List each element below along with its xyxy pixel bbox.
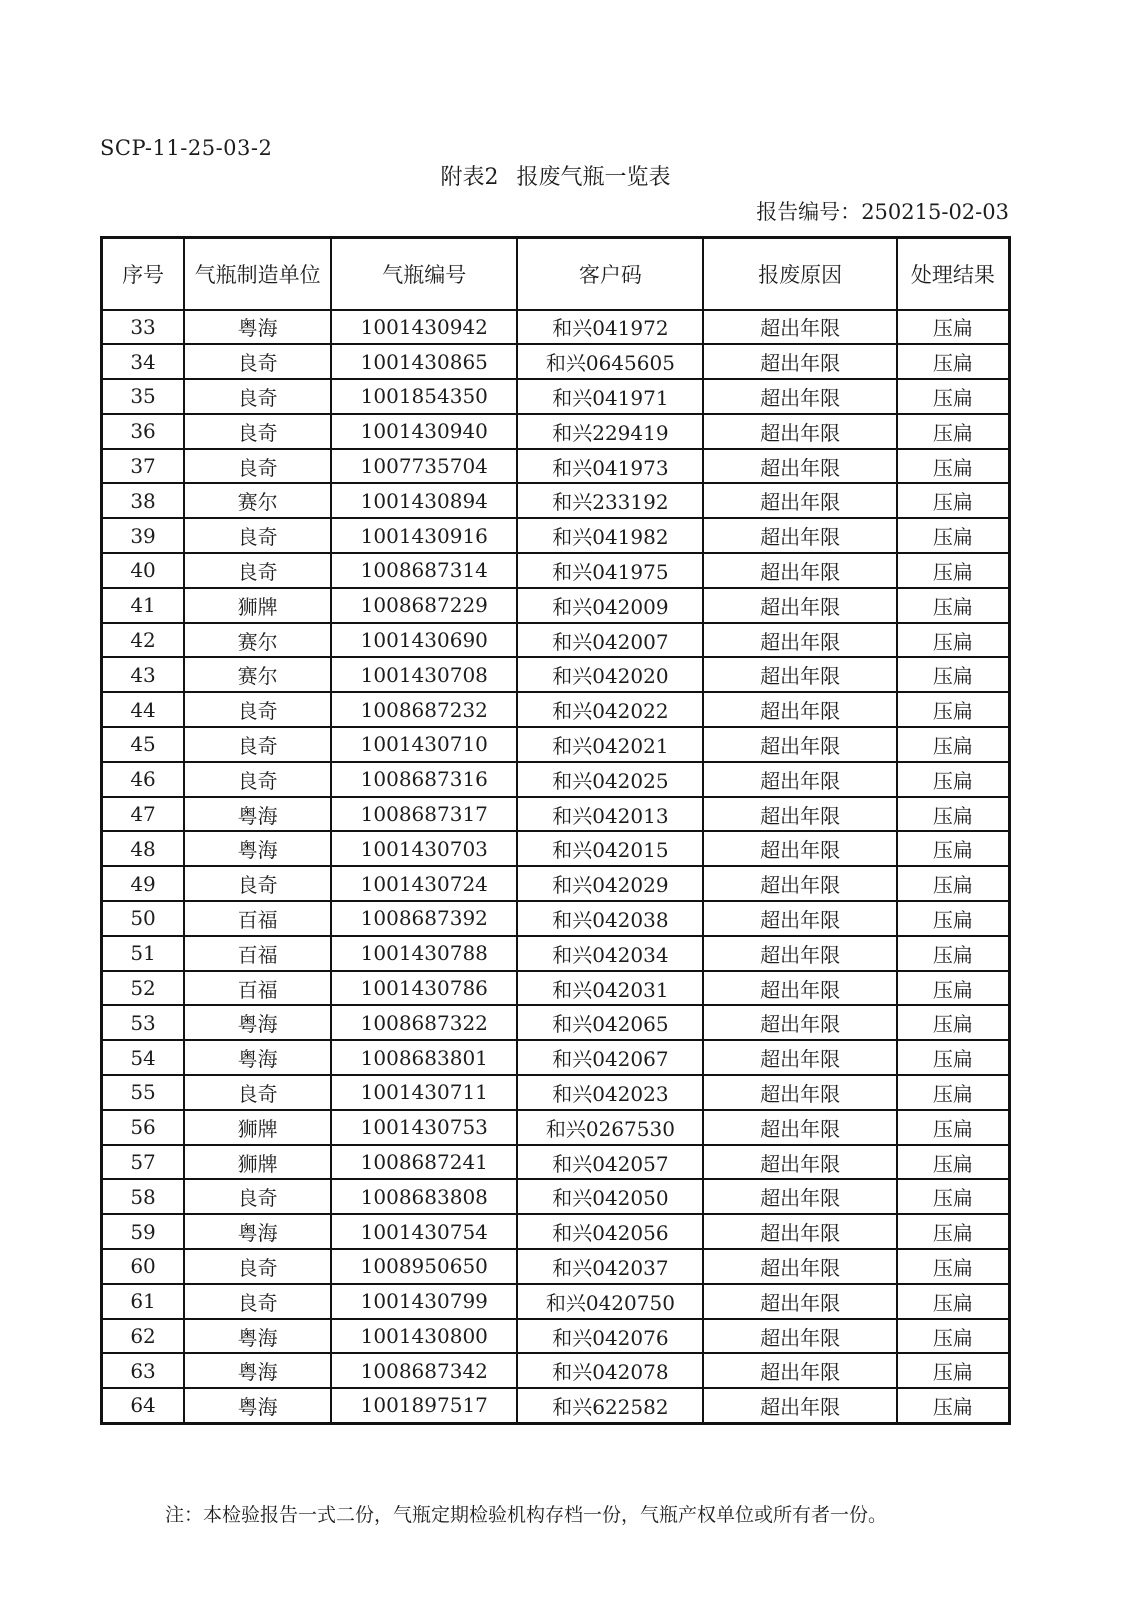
document-body (100, 0, 1011, 1527)
cell-cylinder-number: 1001430799 (331, 1284, 517, 1319)
cell-serial: 36 (102, 414, 185, 449)
cell-manufacturer: 良奇 (184, 1249, 331, 1284)
cell-customer-code: 和兴042009 (517, 588, 703, 623)
cell-scrap-reason: 超出年限 (703, 1040, 896, 1075)
cell-disposal-result: 压扁 (897, 518, 1010, 553)
cell-serial: 50 (102, 901, 185, 936)
column-header-scrap-reason: 报废原因 (703, 238, 896, 310)
cell-customer-code: 和兴042007 (517, 623, 703, 658)
cell-cylinder-number: 1001430788 (331, 936, 517, 971)
cell-cylinder-number: 1008687314 (331, 553, 517, 588)
table-row (102, 518, 1010, 553)
cell-customer-code: 和兴229419 (517, 414, 703, 449)
cell-disposal-result: 压扁 (897, 483, 1010, 518)
cell-disposal-result: 压扁 (897, 831, 1010, 866)
cell-cylinder-number: 1001430690 (331, 623, 517, 658)
cell-scrap-reason: 超出年限 (703, 344, 896, 379)
cell-disposal-result: 压扁 (897, 971, 1010, 1006)
cell-scrap-reason: 超出年限 (703, 449, 896, 484)
cell-cylinder-number: 1001854350 (331, 379, 517, 414)
cell-scrap-reason: 超出年限 (703, 1110, 896, 1145)
table-row (102, 1179, 1010, 1214)
cell-serial: 61 (102, 1284, 185, 1319)
footer-note: 注：本检验报告一式二份，气瓶定期检验机构存档一份，气瓶产权单位或所有者一份。 (165, 1503, 888, 1526)
cell-customer-code: 和兴042037 (517, 1249, 703, 1284)
cell-scrap-reason: 超出年限 (703, 483, 896, 518)
cell-scrap-reason: 超出年限 (703, 1214, 896, 1249)
cell-serial: 49 (102, 866, 185, 901)
cell-serial: 59 (102, 1214, 185, 1249)
cell-customer-code: 和兴042034 (517, 936, 703, 971)
cell-serial: 53 (102, 1005, 185, 1040)
cell-manufacturer: 良奇 (184, 344, 331, 379)
cell-cylinder-number: 1008683801 (331, 1040, 517, 1075)
cell-manufacturer: 赛尔 (184, 483, 331, 518)
cell-manufacturer: 良奇 (184, 727, 331, 762)
table-row (102, 866, 1010, 901)
table-row (102, 831, 1010, 866)
cell-disposal-result: 压扁 (897, 1388, 1010, 1423)
cell-cylinder-number: 1001897517 (331, 1388, 517, 1423)
cell-manufacturer: 百福 (184, 971, 331, 1006)
cell-cylinder-number: 1008687317 (331, 797, 517, 832)
cell-manufacturer: 粤海 (184, 831, 331, 866)
cell-scrap-reason: 超出年限 (703, 1145, 896, 1180)
cell-disposal-result: 压扁 (897, 1353, 1010, 1388)
cell-customer-code: 和兴042020 (517, 657, 703, 692)
cell-scrap-reason: 超出年限 (703, 414, 896, 449)
cell-serial: 34 (102, 344, 185, 379)
cell-manufacturer: 狮牌 (184, 1110, 331, 1145)
cell-customer-code: 和兴0267530 (517, 1110, 703, 1145)
table-row (102, 414, 1010, 449)
cell-customer-code: 和兴0420750 (517, 1284, 703, 1319)
table-row (102, 344, 1010, 379)
cell-serial: 56 (102, 1110, 185, 1145)
cell-cylinder-number: 1008683808 (331, 1179, 517, 1214)
cell-manufacturer: 粤海 (184, 310, 331, 345)
cell-customer-code: 和兴042031 (517, 971, 703, 1006)
cell-disposal-result: 压扁 (897, 588, 1010, 623)
cell-disposal-result: 压扁 (897, 692, 1010, 727)
table-row (102, 1284, 1010, 1319)
cell-customer-code: 和兴042050 (517, 1179, 703, 1214)
column-header-manufacturer: 气瓶制造单位 (184, 238, 331, 310)
cell-scrap-reason: 超出年限 (703, 762, 896, 797)
cell-serial: 44 (102, 692, 185, 727)
cell-scrap-reason: 超出年限 (703, 866, 896, 901)
cell-manufacturer: 百福 (184, 936, 331, 971)
title-prefix: 附表2 (440, 165, 499, 190)
cell-cylinder-number: 1001430754 (331, 1214, 517, 1249)
cell-cylinder-number: 1008950650 (331, 1249, 517, 1284)
cell-cylinder-number: 1001430753 (331, 1110, 517, 1145)
cell-customer-code: 和兴042038 (517, 901, 703, 936)
cell-disposal-result: 压扁 (897, 310, 1010, 345)
cell-serial: 60 (102, 1249, 185, 1284)
cell-disposal-result: 压扁 (897, 1145, 1010, 1180)
cell-manufacturer: 粤海 (184, 1319, 331, 1354)
cell-cylinder-number: 1001430800 (331, 1319, 517, 1354)
cell-cylinder-number: 1001430786 (331, 971, 517, 1006)
cell-serial: 38 (102, 483, 185, 518)
cell-serial: 40 (102, 553, 185, 588)
cell-manufacturer: 赛尔 (184, 623, 331, 658)
cell-scrap-reason: 超出年限 (703, 379, 896, 414)
report-number-label: 报告编号： (756, 200, 862, 224)
cell-manufacturer: 良奇 (184, 692, 331, 727)
cell-manufacturer: 良奇 (184, 518, 331, 553)
cell-cylinder-number: 1007735704 (331, 449, 517, 484)
table-row (102, 379, 1010, 414)
cell-cylinder-number: 1001430940 (331, 414, 517, 449)
cell-scrap-reason: 超出年限 (703, 1179, 896, 1214)
cell-cylinder-number: 1001430942 (331, 310, 517, 345)
table-row (102, 1353, 1010, 1388)
cell-customer-code: 和兴041982 (517, 518, 703, 553)
cell-cylinder-number: 1001430703 (331, 831, 517, 866)
cell-customer-code: 和兴042013 (517, 797, 703, 832)
cell-cylinder-number: 1008687232 (331, 692, 517, 727)
cell-customer-code: 和兴041975 (517, 553, 703, 588)
cell-serial: 52 (102, 971, 185, 1006)
cell-cylinder-number: 1001430865 (331, 344, 517, 379)
cell-scrap-reason: 超出年限 (703, 1388, 896, 1423)
cell-serial: 45 (102, 727, 185, 762)
cell-serial: 46 (102, 762, 185, 797)
cell-scrap-reason: 超出年限 (703, 1075, 896, 1110)
cell-scrap-reason: 超出年限 (703, 1353, 896, 1388)
table-row (102, 553, 1010, 588)
cell-cylinder-number: 1001430710 (331, 727, 517, 762)
cell-serial: 48 (102, 831, 185, 866)
cell-manufacturer: 良奇 (184, 379, 331, 414)
cell-manufacturer: 粤海 (184, 1005, 331, 1040)
cell-scrap-reason: 超出年限 (703, 797, 896, 832)
table-row (102, 449, 1010, 484)
table-row (102, 797, 1010, 832)
table-row (102, 971, 1010, 1006)
table-row (102, 1249, 1010, 1284)
cell-manufacturer: 狮牌 (184, 1145, 331, 1180)
cell-disposal-result: 压扁 (897, 657, 1010, 692)
cell-disposal-result: 压扁 (897, 623, 1010, 658)
cell-customer-code: 和兴042029 (517, 866, 703, 901)
cell-serial: 35 (102, 379, 185, 414)
cell-customer-code: 和兴042056 (517, 1214, 703, 1249)
column-header-cylinder-number: 气瓶编号 (331, 238, 517, 310)
cell-disposal-result: 压扁 (897, 1284, 1010, 1319)
cell-disposal-result: 压扁 (897, 414, 1010, 449)
cell-disposal-result: 压扁 (897, 1249, 1010, 1284)
cell-serial: 63 (102, 1353, 185, 1388)
cell-serial: 42 (102, 623, 185, 658)
cell-scrap-reason: 超出年限 (703, 518, 896, 553)
cell-scrap-reason: 超出年限 (703, 692, 896, 727)
cell-customer-code: 和兴041972 (517, 310, 703, 345)
cell-cylinder-number: 1008687342 (331, 1353, 517, 1388)
cell-serial: 37 (102, 449, 185, 484)
cell-disposal-result: 压扁 (897, 553, 1010, 588)
table-row (102, 1075, 1010, 1110)
cell-disposal-result: 压扁 (897, 936, 1010, 971)
cell-scrap-reason: 超出年限 (703, 1005, 896, 1040)
cell-scrap-reason: 超出年限 (703, 1319, 896, 1354)
cell-serial: 57 (102, 1145, 185, 1180)
cell-serial: 58 (102, 1179, 185, 1214)
cell-cylinder-number: 1008687322 (331, 1005, 517, 1040)
table-row (102, 1214, 1010, 1249)
cell-manufacturer: 良奇 (184, 866, 331, 901)
cell-scrap-reason: 超出年限 (703, 936, 896, 971)
cell-serial: 47 (102, 797, 185, 832)
cell-scrap-reason: 超出年限 (703, 1284, 896, 1319)
table-row (102, 1388, 1010, 1423)
cell-disposal-result: 压扁 (897, 1319, 1010, 1354)
cell-manufacturer: 粤海 (184, 1040, 331, 1075)
cell-customer-code: 和兴042021 (517, 727, 703, 762)
cell-cylinder-number: 1008687392 (331, 901, 517, 936)
table-body (102, 310, 1010, 1424)
cell-cylinder-number: 1001430916 (331, 518, 517, 553)
cell-manufacturer: 粤海 (184, 1214, 331, 1249)
cell-manufacturer: 良奇 (184, 449, 331, 484)
cell-customer-code: 和兴0645605 (517, 344, 703, 379)
cell-disposal-result: 压扁 (897, 797, 1010, 832)
table-row (102, 310, 1010, 345)
table-row (102, 901, 1010, 936)
cell-manufacturer: 良奇 (184, 414, 331, 449)
cell-customer-code: 和兴042076 (517, 1319, 703, 1354)
column-header-disposal-result: 处理结果 (897, 238, 1010, 310)
table-row (102, 588, 1010, 623)
cell-customer-code: 和兴042022 (517, 692, 703, 727)
cell-disposal-result: 压扁 (897, 1075, 1010, 1110)
table-row (102, 1145, 1010, 1180)
cell-manufacturer: 粤海 (184, 797, 331, 832)
cell-customer-code: 和兴042023 (517, 1075, 703, 1110)
cell-serial: 51 (102, 936, 185, 971)
table-row (102, 657, 1010, 692)
table-row (102, 1005, 1010, 1040)
cell-scrap-reason: 超出年限 (703, 727, 896, 762)
cell-cylinder-number: 1001430711 (331, 1075, 517, 1110)
cell-manufacturer: 粤海 (184, 1388, 331, 1423)
cell-manufacturer: 良奇 (184, 1179, 331, 1214)
table-row (102, 762, 1010, 797)
cell-customer-code: 和兴041973 (517, 449, 703, 484)
cell-disposal-result: 压扁 (897, 1179, 1010, 1214)
cell-scrap-reason: 超出年限 (703, 831, 896, 866)
cell-serial: 39 (102, 518, 185, 553)
cell-customer-code: 和兴042015 (517, 831, 703, 866)
report-number-line (100, 200, 1011, 224)
document-title (100, 164, 1011, 191)
cell-manufacturer: 良奇 (184, 1075, 331, 1110)
table-row (102, 727, 1010, 762)
cell-disposal-result: 压扁 (897, 901, 1010, 936)
cell-manufacturer: 良奇 (184, 1284, 331, 1319)
column-header-serial: 序号 (102, 238, 185, 310)
cell-customer-code: 和兴042025 (517, 762, 703, 797)
title-text: 报废气瓶一览表 (516, 165, 671, 190)
cell-disposal-result: 压扁 (897, 449, 1010, 484)
cell-serial: 41 (102, 588, 185, 623)
table-row (102, 1110, 1010, 1145)
cell-scrap-reason: 超出年限 (703, 553, 896, 588)
cell-manufacturer: 良奇 (184, 553, 331, 588)
cell-customer-code: 和兴042057 (517, 1145, 703, 1180)
table-row (102, 1040, 1010, 1075)
cell-disposal-result: 压扁 (897, 379, 1010, 414)
cell-disposal-result: 压扁 (897, 344, 1010, 379)
table-header-row (102, 238, 1010, 310)
cell-scrap-reason: 超出年限 (703, 623, 896, 658)
cell-scrap-reason: 超出年限 (703, 971, 896, 1006)
cell-scrap-reason: 超出年限 (703, 901, 896, 936)
cell-scrap-reason: 超出年限 (703, 310, 896, 345)
table-row (102, 623, 1010, 658)
table-header (102, 238, 1010, 310)
cell-serial: 62 (102, 1319, 185, 1354)
document-code: SCP-11-25-03-2 (100, 136, 273, 160)
cell-customer-code: 和兴622582 (517, 1388, 703, 1423)
table-row (102, 1319, 1010, 1354)
cell-serial: 54 (102, 1040, 185, 1075)
cell-cylinder-number: 1008687229 (331, 588, 517, 623)
cell-manufacturer: 粤海 (184, 1353, 331, 1388)
table-row (102, 936, 1010, 971)
cell-scrap-reason: 超出年限 (703, 588, 896, 623)
cell-serial: 33 (102, 310, 185, 345)
cell-cylinder-number: 1001430724 (331, 866, 517, 901)
cell-serial: 55 (102, 1075, 185, 1110)
cell-cylinder-number: 1001430708 (331, 657, 517, 692)
cell-cylinder-number: 1008687316 (331, 762, 517, 797)
cell-disposal-result: 压扁 (897, 1005, 1010, 1040)
scrapped-cylinder-table (100, 236, 1011, 1425)
cell-disposal-result: 压扁 (897, 1214, 1010, 1249)
cell-cylinder-number: 1001430894 (331, 483, 517, 518)
cell-manufacturer: 良奇 (184, 762, 331, 797)
cell-disposal-result: 压扁 (897, 866, 1010, 901)
cell-customer-code: 和兴041971 (517, 379, 703, 414)
cell-customer-code: 和兴233192 (517, 483, 703, 518)
cell-cylinder-number: 1008687241 (331, 1145, 517, 1180)
cell-disposal-result: 压扁 (897, 762, 1010, 797)
cell-serial: 64 (102, 1388, 185, 1423)
cell-manufacturer: 百福 (184, 901, 331, 936)
cell-disposal-result: 压扁 (897, 1040, 1010, 1075)
report-number-value: 250215-02-03 (861, 200, 1009, 224)
cell-scrap-reason: 超出年限 (703, 657, 896, 692)
cell-manufacturer: 狮牌 (184, 588, 331, 623)
cell-manufacturer: 赛尔 (184, 657, 331, 692)
table-row (102, 483, 1010, 518)
cell-serial: 43 (102, 657, 185, 692)
cell-customer-code: 和兴042078 (517, 1353, 703, 1388)
cell-customer-code: 和兴042065 (517, 1005, 703, 1040)
cell-scrap-reason: 超出年限 (703, 1249, 896, 1284)
cell-disposal-result: 压扁 (897, 727, 1010, 762)
column-header-customer-code: 客户码 (517, 238, 703, 310)
cell-disposal-result: 压扁 (897, 1110, 1010, 1145)
cell-customer-code: 和兴042067 (517, 1040, 703, 1075)
table-row (102, 692, 1010, 727)
